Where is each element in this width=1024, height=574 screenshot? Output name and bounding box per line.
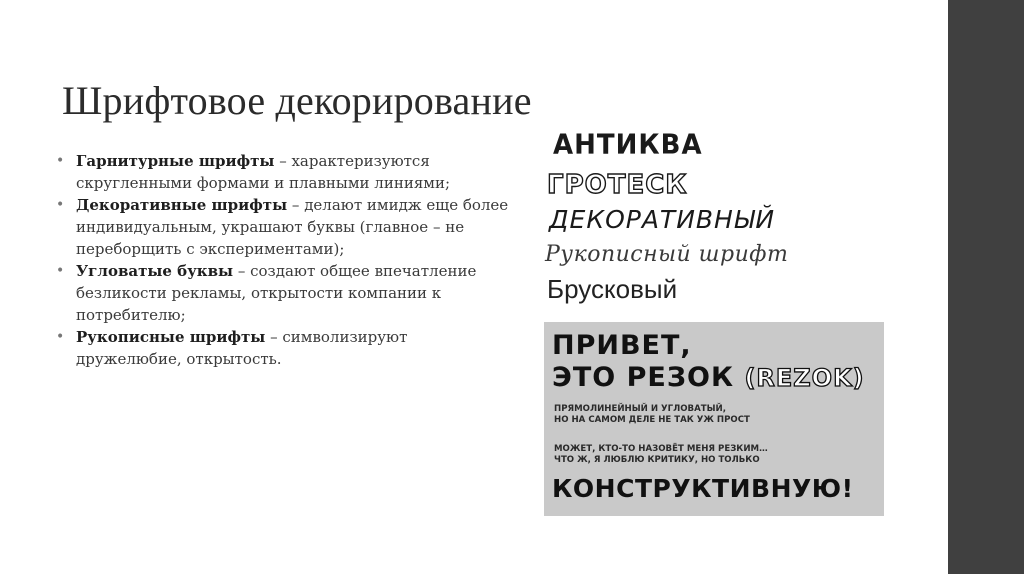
slide-title: Шрифтовое декорирование [62, 77, 532, 123]
font-samples-image [545, 128, 795, 308]
sample-decorative: ДЕКОРАТИВНЫЙ [549, 205, 776, 234]
bullet-term: Рукописные шрифты [76, 328, 266, 346]
sample-brusk: Брусковый [547, 274, 678, 304]
poster-line-konstruktivnuyu: КОНСТРУКТИВНУЮ! [552, 474, 854, 503]
bullet-term: Угловатые буквы [76, 262, 234, 280]
bullet-item [52, 260, 512, 326]
poster-line-rezok [552, 362, 865, 393]
poster-rezok-cyrillic: ЭТО РЕЗОК [552, 362, 735, 393]
bullet-dot-icon: • [56, 329, 65, 345]
bullet-term: Декоративные шрифты [76, 196, 288, 214]
poster-small-text: НО НА САМОМ ДЕЛЕ НЕ ТАК УЖ ПРОСТ [554, 415, 750, 425]
sample-grotesk: ГРОТЕСК [547, 170, 688, 200]
bullet-dot-icon: • [56, 197, 65, 213]
sample-handwritten: Рукописный шрифт [545, 242, 789, 267]
bullet-text: – создают общее впечатление безликости рекламы, открытости компании к потребителю; [76, 262, 477, 324]
bullet-item [52, 194, 512, 260]
bullet-dot-icon: • [56, 263, 65, 279]
bullet-term: Гарнитурные шрифты [76, 152, 275, 170]
bullet-item [52, 326, 512, 370]
poster-rezok-latin: (REZOK) [744, 364, 865, 392]
poster-small-text: ЧТО Ж, Я ЛЮБЛЮ КРИТИКУ, НО ТОЛЬКО [554, 455, 760, 465]
rezok-poster-image [544, 322, 884, 516]
poster-line-hello: ПРИВЕТ, [552, 330, 692, 361]
bullet-text: – символизируют дружелюбие, открытость. [76, 328, 408, 368]
right-side-bar [948, 0, 1024, 574]
bullet-list [52, 150, 512, 370]
sample-antiqua: АНТИКВА [553, 129, 703, 161]
bullet-text: – делают имидж еще более индивидуальным, украшают буквы (главное – не переборщить с экспериментами); [76, 196, 509, 258]
bullet-text: – характеризуются скругленными формами и плавными линиями; [76, 152, 451, 192]
poster-small-text: МОЖЕТ, КТО-ТО НАЗОВЁТ МЕНЯ РЕЗКИМ… [554, 444, 768, 454]
bullet-dot-icon: • [56, 153, 65, 169]
poster-small-text: ПРЯМОЛИНЕЙНЫЙ И УГЛОВАТЫЙ, [554, 404, 726, 414]
bullet-item [52, 150, 512, 194]
